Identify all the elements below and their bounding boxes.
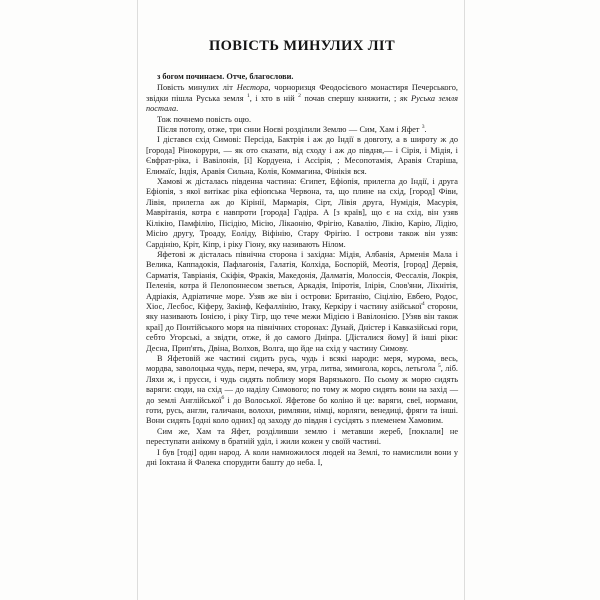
footnote-marker: 1 [246,93,250,100]
text-segment: Нестора [236,83,269,93]
text-body [146,83,458,468]
text-segment: , і хто в ній [249,93,299,103]
text-segment: Тож почнемо повість оцю. [157,114,252,124]
page-edge-right [464,0,465,600]
footnote-marker: 6 [221,394,225,401]
text-segment: . [424,125,427,135]
footnote-marker: 5 [438,363,441,370]
page-content [146,38,458,468]
paragraph [146,115,458,125]
footnote-marker: 4 [421,301,425,308]
page-edge-left [137,0,138,600]
text-segment: , ліб. Ляхи ж, і прусси, і чудь сидять поблизу моря Варязького. По сьому ж морю сидять варяги: сюди, на схід — до наділу Симового; по тому ж морю сидять вони на захід — до землі Англійської [146,364,458,405]
footnote-marker: 2 [298,93,301,100]
text-segment: і до Волоської. Яфетове бо коліно й це: варяги, свеї, нормани, готи, русь, англи, галичани, волохи, римляни, німці, корляги, венедиці, фряги та інші. Вони сидять [одні коло одних] од заходу до півдня і сусідять з племенем Хамовим. [146,395,458,426]
paragraph [146,448,458,469]
paragraph [146,83,458,114]
text-segment: , чорноризця Феодосієвого монастиря Печерського, звідки пішла Руська земля [146,83,458,103]
text-segment: І дістався схід Симові: Персіда, Бактрія і аж до Індії в довготу, а в широту ж до [города] Рінокорури, — як ото сказати, від сходу і аж до півдня,— і Сірія, і Мідія, і Євфрат-ріка, і Вавілонія, [і] Кордуена, і Ассірія, ; Месопотамія, Аравія Старіша, Елимаїс, Індія, Аравія Сильна, Колія, Коммагина, Фінікія вся. [146,135,458,176]
text-segment: . [176,104,179,114]
text-segment: Повість минулих літ [157,83,237,93]
text-segment: І був [тоді] один народ. А коли намножилося людей на Землі, то намислили вони у дні Іоктана й Фалека спорудити башту до неба. І, [146,447,458,468]
paragraph [146,427,458,448]
text-segment: Хамові ж дісталась південна частина: Єгипет, Ефіопія, прилегла до Індії, і друга Ефіопія, з якої витікає ріка ефіопська Червона, та, що плине на схід, [город] Фіви, Лівія, прилегла аж до Кірінії, Мармарія, Сірт, Лівія друга, Нумідія, Масурія, Маврітанія, котра є навпроти [города] Гадіра. А [з країв], що є на схід, він узяв Кілікію, Памфілію, Пісідію, Місію, Лікаонію, Фрігію, Кавалію, Лікію, Карію, Лідію, Місію другу, Троаду, Еоліду, Віфінію, Стару Фрігію. І острови також він узяв: Сардінію, Кріт, Кіпр, і ріку Гіону, яку називають Нілом. [146,177,458,249]
paragraph [146,135,458,177]
text-segment: Сим же, Хам та Яфет, розділивши землю і метавши жереб, [поклали] не переступати анікому в братній уділ, і жили кожен у своїй частині. [146,426,458,447]
paragraph [146,354,458,427]
footnote-marker: 3 [421,124,425,131]
text-segment: почав спершу княжити, ; [300,93,400,103]
text-segment: Після потопу, отже, три сини Ноєві розділили Землю — Сим, Хам і Яфет [157,125,422,135]
paragraph [146,125,458,135]
paragraph [146,250,458,354]
paragraph [146,177,458,250]
opening-line: з богом починаєм. Отче, благослови. [157,72,294,81]
text-segment: В Яфетовій же частині сидить русь, чудь і всякі народи: меря, мурома, весь, мордва, заволоцька чудь, перм, печера, ям, угра, литва, зимигола, корсь, летьгола [146,353,458,374]
text-segment: Яфетові ж дісталась північна сторона і західна: Мідія, Албанія, Арменія Мала і Велика, Каппадокія, Пафлагонія, Галатія, Колхіда, Боспорій, Меотія, [город] Дервія, Сарматія, Тавріанія, Скіфія, Фракія, Македонія, Далматія, Молоссія, Фессалія, Локрія, Пеленія, котра й Пелопоннесом зветься, Аркадія, Іпіротія, Ілірія, Слов'яни, Ліхнітія, Адріакія, Адріатичне море. Узяв же він і острови: Британію, Сіцілію, Евбею, Родос, Хіос, Лесбос, Кіферу, Закінф, Кефаллінію, Ітаку, Керкіру і частину азійської [146,249,458,311]
page-title: ПОВІСТЬ МИНУЛИХ ЛІТ [208,38,396,54]
text-segment: сторони, яку називають Іонією, і ріку Тігр, що тече межи Мідією і Вавілонією. [Узяв він також краї] до Понтійського моря на північних сторонах: Дунай, Дністер і Кавказійські гори, себто Угорські, а звідти, отже, й до самого Дніпра. [Дісталися йому] й інші ріки: Десна, Прип'ять, Двіна, Волхов, Волга, що йде на схід у частину Симову. [146,301,458,353]
text-segment: як Руська земля постала [146,93,458,114]
